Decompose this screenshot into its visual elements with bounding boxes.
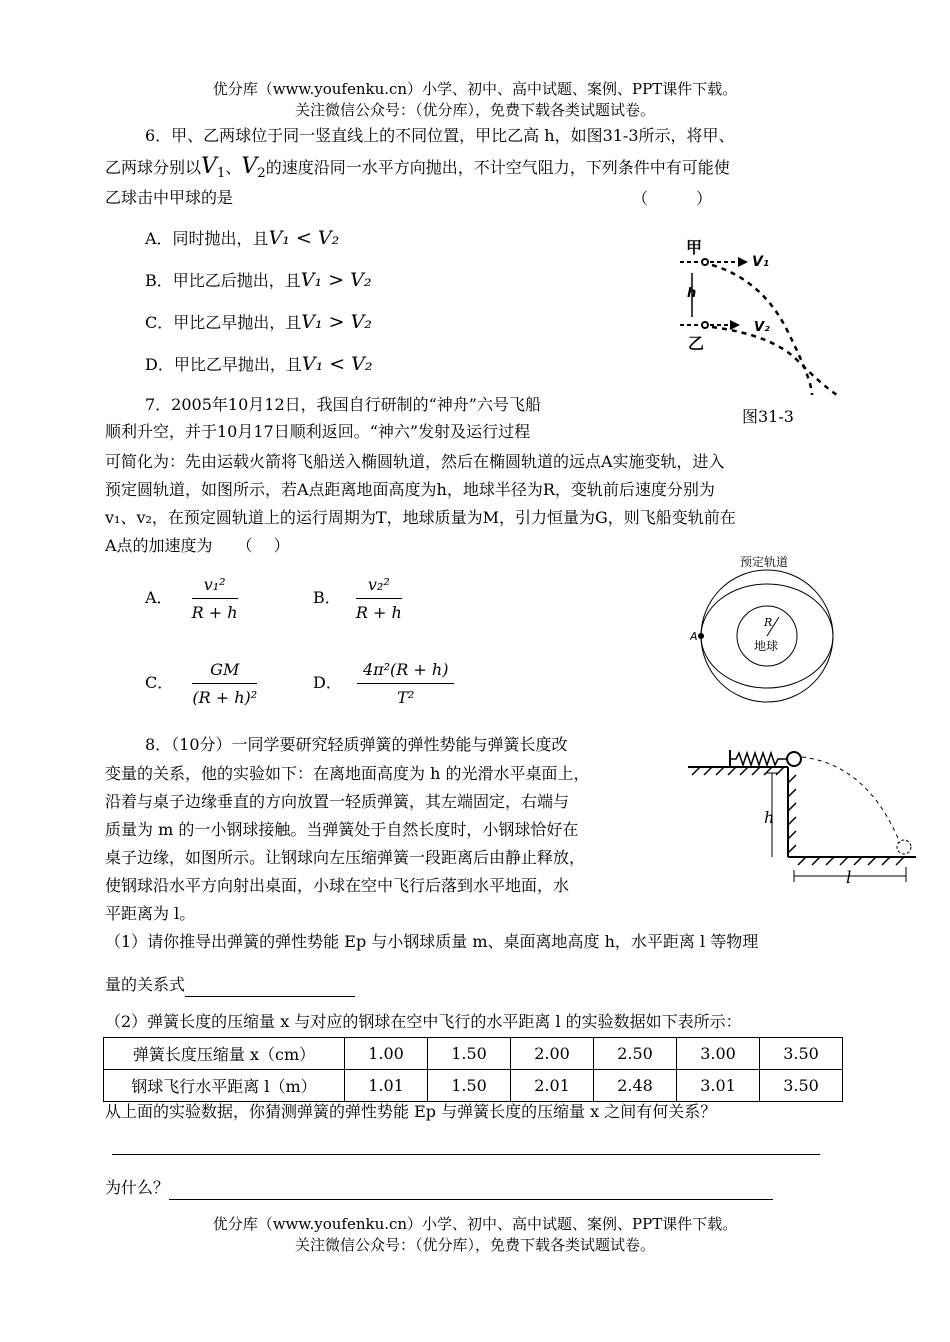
q7-option-c-label: C． [145,673,174,692]
q7-line-5: v₁、v₂，在预定圆轨道上的运行周期为T，地球质量为M，引力恒量为G，则飞船变轨前在 [105,508,736,527]
answer-blank-relation[interactable] [112,1154,820,1155]
q7-option-a-denominator: R + h [191,603,238,622]
header-line-1: 优分库（www.youfenku.cn）小学、初中、高中试题、案例、PPT课件下载。 [212,80,738,98]
table-cell: 1.01 [345,1070,428,1102]
q6-line-1: 6．甲、乙两球位于同一竖直线上的不同位置，甲比乙高 h，如图31-3所示，将甲、 [145,126,735,145]
q6-option-c-text: C．甲比乙早抛出，且 [145,313,302,332]
table-cell: 1.50 [428,1038,511,1070]
fig-label-yi: 乙 [688,334,705,353]
q6-line-2: 乙两球分别以$V_1$、$V_2$的速度沿同一水平方向抛出，不计空气阻力，下列条件中有可能使 [105,154,730,182]
q7-option-b-label: B． [313,588,341,607]
edge-hatch [788,775,796,853]
q6-answer-paren: （ ） [632,189,713,208]
orbit-label-r: R [764,616,773,629]
q7-option-c-fraction [192,660,257,707]
q8-line-5: 桌子边缘，如图所示。让钢球向左压缩弹簧一段距离后由静止释放， [105,848,586,867]
ground-hatch [798,857,904,865]
footer-line-2: 关注微信公众号：（优分库），免费下载各类试题试卷。 [294,1236,655,1254]
q8-line-6: 使钢球沿水平方向射出桌面，小球在空中飞行后落到水平地面，水 [105,876,570,895]
row-label: 钢球飞行水平距离 l（m） [104,1070,345,1102]
data-table [103,1037,843,1102]
q7-option-c-numerator: GM [192,660,257,684]
q6-option-c-cond: V₁ > V₂ [301,311,372,333]
q6-option-a-cond: V₁ < V₂ [268,227,340,249]
table-cell: 1.00 [345,1038,428,1070]
orbit-label-a: A [690,630,698,643]
table-cell: 3.00 [677,1038,760,1070]
q7-option-d-label: D． [313,673,342,692]
q6-line-2a: 乙两球分别以 [105,158,202,177]
q8-part-2: （2）弹簧长度的压缩量 x 与对应的钢球在空中飞行的水平距离 l 的实验数据如下表所示： [105,1012,742,1031]
q7-option-c [145,660,257,707]
answer-blank-why[interactable] [169,1199,773,1200]
q8-part-1b-text: 量的关系式 [105,975,186,994]
q8-part-1a: （1）请你推导出弹簧的弹性势能 Ep 与小钢球质量 m、桌面离地高度 h，水平距离 l 等物理 [105,932,759,951]
q6-option-b-text: B．甲比乙后抛出，且 [145,271,301,290]
q8-line-7: 平距离为 l。 [105,904,196,923]
spring-figure [688,745,920,890]
projectile-figure [672,235,852,400]
table-cell: 2.00 [511,1038,594,1070]
footer-line-1: 优分库（www.youfenku.cn）小学、初中、高中试题、案例、PPT课件下载。 [212,1215,738,1233]
q7-option-a-fraction [192,575,238,622]
table-cell: 3.50 [760,1038,843,1070]
q6-option-b [145,268,371,291]
q8-line-1: 8．（10分）一同学要研究轻质弹簧的弹性势能与弹簧长度改 [145,735,568,754]
table-cell: 2.48 [594,1070,677,1102]
q7-option-b-denominator: R + h [355,603,402,622]
landed-ball [897,840,911,854]
fig-label-jia: 甲 [686,238,703,257]
q8-part-3: 从上面的实验数据，你猜测弹簧的弹性势能 Ep 与弹簧长度的压缩量 x 之间有何关系？ [105,1102,717,1121]
q8-part-1b [105,973,355,997]
q6-option-d [145,352,373,375]
v2-arrowhead [730,320,740,330]
q7-option-c-denominator: (R + h)² [192,688,258,707]
q8-line-4: 质量为 m 的一小钢球接触。当弹簧处于自然长度时，小钢球恰好在 [105,820,579,839]
yi-trajectory [712,327,837,395]
fig-label-v1: V₁ [752,254,769,270]
why-label: 为什么？ [105,1178,170,1197]
fig-label-v2: V₂ [754,320,770,335]
q7-line-6: A点的加速度为 （ ） [105,536,290,555]
q7-line-3: 可简化为：先由运载火箭将飞船送入椭圆轨道，然后在椭圆轨道的远点A实施变轨，进入 [105,452,725,471]
table-hatch [692,767,784,775]
orbit-figure [690,552,838,712]
q7-option-a [145,575,238,622]
q7-option-b-fraction [356,575,402,622]
table-cell: 1.50 [428,1070,511,1102]
q6-option-d-cond: V₁ < V₂ [301,353,373,375]
ball-yi [702,322,708,328]
figure-31-3-caption: 图31-3 [742,407,794,426]
q7-option-b-numerator: v₂² [356,575,402,599]
table-cell: 2.50 [594,1038,677,1070]
q6-option-d-text: D．甲比乙早抛出，且 [145,355,302,374]
q7-option-d-denominator: T² [397,688,415,707]
header-line-2: 关注微信公众号：（优分库），免费下载各类试题试卷。 [294,101,655,119]
spring-label-h: h [764,808,775,827]
table-row [104,1038,843,1070]
table-cell: 3.01 [677,1070,760,1102]
point-a [698,633,704,639]
ball-trajectory [802,757,900,843]
q6-option-c [145,310,372,333]
ball-jia [702,259,708,265]
q7-line-2: 顺利升空，并于10月17日顺利返回。“神六”发射及运行过程 [105,422,531,441]
q6-option-b-cond: V₁ > V₂ [300,269,372,291]
q7-option-d [313,660,454,707]
q7-option-a-numerator: v₁² [192,575,238,599]
v1-arrowhead [738,257,748,267]
spring-label-l: l [846,868,852,888]
q6-option-a-text: A．同时抛出，且 [145,229,269,248]
q7-line-1: 7．2005年10月12日，我国自行研制的“神舟”六号飞船 [145,395,541,414]
q8-line-3: 沿着与桌子边缘垂直的方向放置一轻质弹簧，其左端固定，右端与 [105,792,570,811]
fig-label-h: h [687,286,697,301]
table-cell: 2.01 [511,1070,594,1102]
orbit-title: 预定轨道 [739,555,789,569]
q6-line-2b: 的速度沿同一水平方向抛出，不计空气阻力，下列条件中有可能使 [265,158,730,177]
q7-option-a-label: A． [145,588,173,607]
earth-label: 地球 [754,639,779,653]
steel-ball [787,752,801,766]
q6-option-a [145,226,339,249]
q8-part-4 [105,1176,773,1200]
answer-blank-formula[interactable] [185,996,355,997]
q8-line-2: 变量的关系，他的实验如下：在离地面高度为 h 的光滑水平桌面上， [105,764,590,783]
q6-line-3: 乙球击中甲球的是 [105,188,234,207]
table-row [104,1070,843,1102]
row-label: 弹簧长度压缩量 x（cm） [104,1038,345,1070]
q7-line-4: 预定圆轨道，如图所示，若A点距离地面高度为h，地球半径为R，变轨前后速度分别为 [105,480,715,499]
q7-option-d-numerator: 4π²(R + h) [357,660,455,684]
q7-option-d-fraction [357,660,455,707]
spring [730,753,786,765]
q7-option-b [313,575,402,622]
table-cell: 3.50 [760,1070,843,1102]
